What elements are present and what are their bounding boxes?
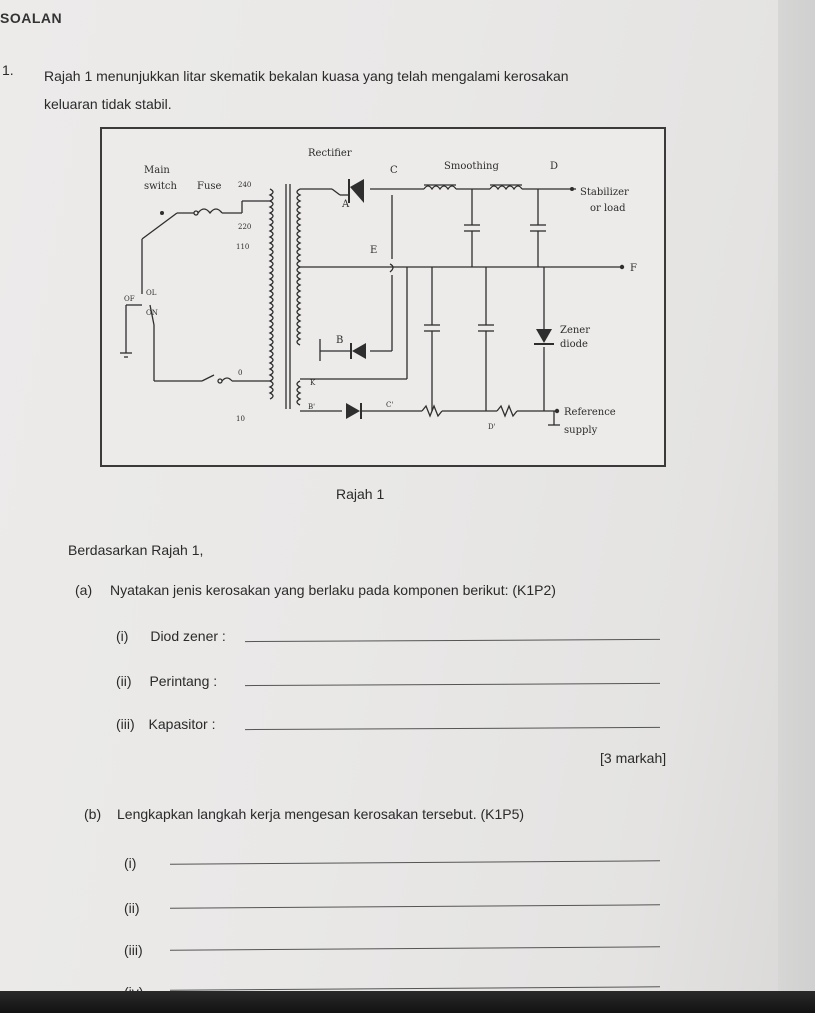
answer-line-b-2[interactable] [170, 904, 660, 908]
label-0: 0 [238, 369, 243, 377]
question-line-1: Rajah 1 menunjukkan litar skematik bekalan kuasa yang telah mengalami kerosakan [44, 68, 569, 84]
based-on-text: Berdasarkan Rajah 1, [68, 542, 204, 558]
section-heading: SOALAN [0, 10, 63, 26]
part-a-item-3 [116, 716, 215, 732]
figure-caption: Rajah 1 [336, 486, 385, 502]
part-b-text: Lengkapkan langkah kerja mengesan kerosakan tersebut. (K1P5) [117, 806, 525, 822]
label-stabilizer: Stabilizer [580, 187, 629, 198]
label-off: OF [124, 295, 135, 303]
label-f: F [630, 263, 637, 274]
label-main: Main [144, 165, 170, 176]
screen-bottom-bar [0, 991, 815, 1013]
part-a-text: Nyatakan jenis kerosakan yang berlaku pada komponen berikut: (K1P2) [110, 582, 556, 598]
label-b: B [336, 335, 344, 346]
label-a: A [342, 199, 350, 210]
part-a-prompt [75, 582, 556, 598]
circuit-schematic [102, 129, 660, 461]
label-c-prime: C' [386, 401, 394, 409]
part-a-item-1 [116, 628, 226, 644]
part-b-item-3: (iii) [124, 942, 143, 958]
label-ol: OL [146, 289, 157, 297]
part-b-item-2: (ii) [124, 900, 140, 916]
answer-line-a-1[interactable] [245, 639, 660, 642]
label-switch: switch [144, 181, 177, 192]
item-number: (i) [116, 628, 129, 644]
question-text [44, 62, 569, 118]
item-text: Kapasitor : [148, 716, 216, 732]
item-number: (iii) [116, 716, 135, 732]
marks-label: [3 markah] [600, 750, 667, 766]
part-b-prompt [84, 806, 524, 822]
label-fuse: Fuse [197, 181, 222, 192]
label-240: 240 [238, 181, 252, 189]
label-d-prime: D' [488, 423, 496, 431]
label-smoothing: Smoothing [444, 161, 499, 172]
answer-line-b-1[interactable] [170, 860, 660, 864]
part-b-label: (b) [84, 806, 102, 822]
answer-line-b-3[interactable] [170, 946, 660, 950]
label-e: E [370, 245, 378, 256]
circuit-diagram [100, 127, 666, 467]
answer-line-a-2[interactable] [245, 683, 660, 686]
item-text: Perintang : [149, 673, 218, 689]
label-d: D [550, 161, 559, 172]
item-number: (ii) [116, 673, 132, 689]
label-diode: diode [560, 339, 588, 350]
label-k: K [310, 379, 316, 387]
page-edge [778, 0, 815, 1013]
label-on: ON [146, 309, 158, 317]
label-rectifier: Rectifier [308, 148, 352, 159]
label-supply: supply [564, 425, 598, 436]
question-number: 1. [2, 62, 14, 78]
part-a-item-2 [116, 673, 217, 689]
label-110: 110 [236, 243, 250, 251]
part-a-label: (a) [75, 582, 93, 598]
item-text: Diod zener : [150, 628, 226, 644]
part-b-item-1: (i) [124, 855, 137, 871]
label-220: 220 [238, 223, 252, 231]
label-10: 10 [236, 415, 245, 423]
label-or-load: or load [590, 203, 626, 214]
answer-line-a-3[interactable] [245, 727, 660, 730]
label-zener: Zener [560, 325, 591, 336]
label-c: C [390, 165, 398, 176]
label-b-prime: B' [308, 403, 316, 411]
question-line-2: keluaran tidak stabil. [44, 96, 172, 112]
label-reference: Reference [564, 407, 616, 418]
